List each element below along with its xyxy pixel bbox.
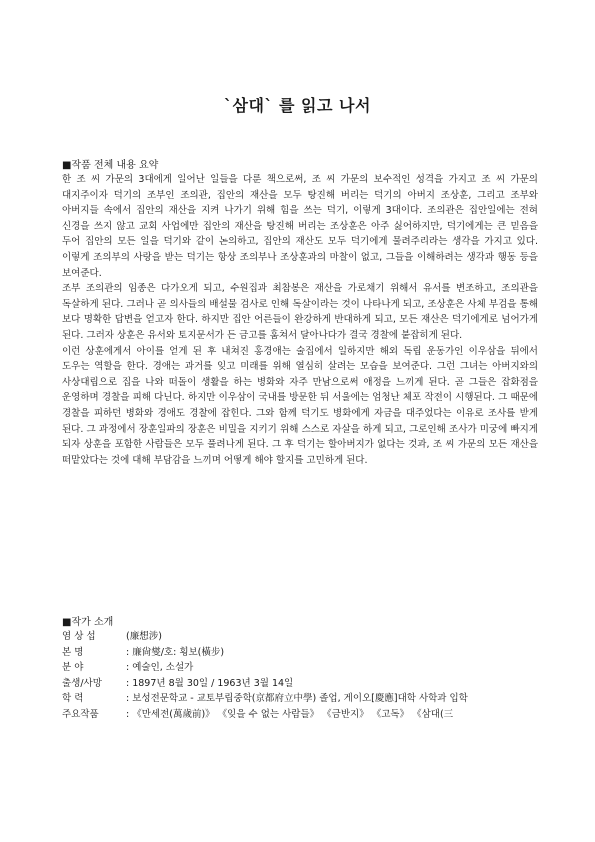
summary-heading: ■작품 전체 내용 요약 — [62, 160, 159, 171]
author-row-value: : 보성전문학교 - 교토부립중학(京都府立中學) 졸업, 게이오[慶應]대학 사학과 입학 — [126, 693, 468, 705]
author-row-lifespan — [62, 676, 542, 692]
author-row-label: 본 명 — [62, 646, 84, 658]
author-row-works — [62, 707, 542, 723]
author-row-value: (廉想涉) — [126, 631, 162, 642]
author-row-name — [62, 629, 542, 645]
author-row-value: : 예술인, 소설가 — [126, 662, 194, 674]
author-row-field — [62, 660, 542, 676]
author-heading: ■작가 소개 — [62, 617, 114, 628]
author-row-value: : 廉尙燮/호: 횡보(橫步) — [126, 646, 225, 658]
author-row-label: 학 력 — [62, 693, 84, 705]
author-row-label: 염 상 섭 — [62, 631, 96, 642]
author-row-label: 출생/사망 — [62, 677, 102, 689]
summary-paragraph: 이런 상훈에게서 아이를 얻게 된 후 내쳐진 홍경애는 술집에서 일하지만 해외 독립 운동가인 이우삼을 뒤에서 도우는 역할을 한다. 경애는 과거를 잊고 미래를 위해 열심히 살려는 모습을 보여준다. 그런 그녀는 아버지와의 사상대립으로 집을 나와 떠돌이 생활을 하는 병화와 자주 만남으로써 애정을 느끼게 된다. 곧 그들은 잡화점을 운영하며 경찰을 피해 다닌다. 하지만 이우삼이 국내를 방문한 뒤 서울에는 엄청난 체포 작전이 시행된다. 그 때문에 경찰을 피하던 병화와 경애도 경찰에 잡힌다. 그와 함께 덕기도 병화에게 자금을 대주었다는 이유로 조사를 받게 된다. 그 과정에서 장훈일파의 장훈은 비밀을 지키기 위해 스스로 자살을 하게 되고, 그로인해 조사가 미궁에 빠지게 되자 상훈을 포함한 사람들은 모두 풀려나게 된다. 그 후 덕기는 할아버지가 없다는 것과, 조 씨 가문의 모든 재산을 떠맡았다는 것에 대해 부담감을 느끼며 어떻게 해야 할지를 고민하게 된다. — [62, 345, 538, 466]
author-row-label: 주요작품 — [62, 708, 99, 720]
author-row-education — [62, 691, 542, 707]
author-row-value: : 1897년 8월 30일 / 1963년 3월 14일 — [126, 677, 294, 689]
author-info — [62, 629, 542, 723]
author-row-value: : 《만세전(萬歲前)》 《잊을 수 없는 사람들》 《금반지》 《고독》 《삼대(三 — [126, 708, 454, 720]
summary-paragraph: 조부 조의관의 임종은 다가오게 되고, 수원집과 최참봉은 재산을 가로채기 위해서 유서를 변조하고, 조의관을 독살하게 된다. 그러나 곧 의사들의 배설물 검사로 인해 독살이라는 것이 나타나게 되고, 조상훈은 사체 부검을 통해 보다 명확한 답변을 얻고자 한다. 하지만 집안 어른들이 완강하게 반대하게 되고, 모든 재산은 덕기에게로 넘어가게 된다. 그러자 상훈은 유서와 토지문서가 든 금고를 훔쳐서 달아나다가 결국 경찰에 붙잡히게 된다. — [62, 283, 538, 341]
author-row-realname — [62, 645, 542, 661]
summary-paragraph: 한 조 씨 가문의 3대에게 일어난 일들을 다룬 책으로써, 조 씨 가문의 보수적인 성격을 가지고 조 씨 가문의 대지주이자 덕기의 조부인 조의관, 집안의 재산을 모두 탕진해 버리는 덕기의 아버지 조상훈, 그리고 조부와 아버지들 속에서 집안의 재산을 지켜 나가기 위해 힘을 쓰는 덕기, 이렇게 3대이다. 조의관은 집안일에는 전혀 신경을 쓰지 않고 교회 사업에만 집안의 재산을 탕진해 버리는 조상훈은 아주 싫어하지만, 덕기에게는 큰 믿음을 두어 집안의 모든 일을 덕기와 같이 논의하고, 집안의 재산도 모두 덕기에게 물려주리라는 생각을 가지고 있다. 이렇게 조의부의 사랑을 받는 덕기는 항상 조의부나 조상훈과의 마찰이 없고, 그들을 이해하려는 생각과 행동 등을 보여준다. — [62, 174, 538, 279]
summary-body — [62, 172, 538, 468]
document-title: `삼대` 를 읽고 나서 — [224, 96, 371, 115]
author-row-label: 분 야 — [62, 662, 84, 674]
